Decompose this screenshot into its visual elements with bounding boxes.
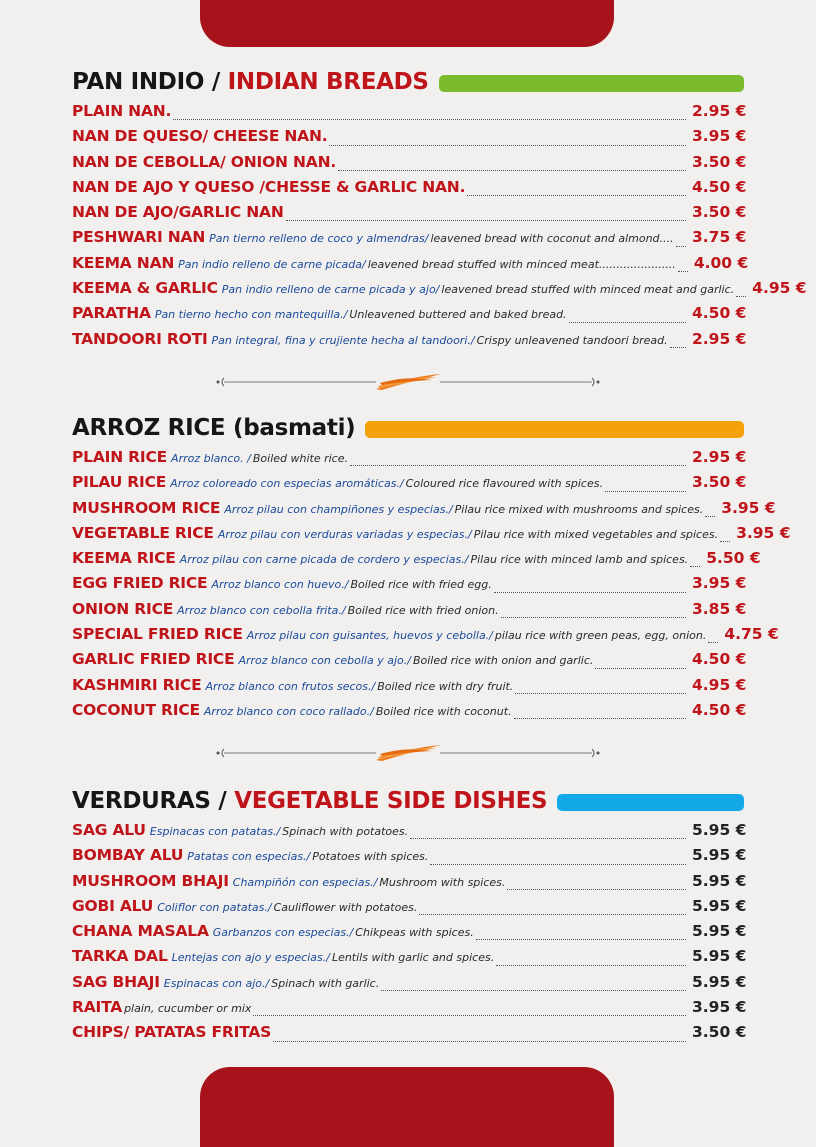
item-desc-es: Arroz blanco con huevo./ xyxy=(211,578,349,592)
item-desc-en: Chikpeas with spices. xyxy=(355,926,474,940)
menu-item xyxy=(72,228,747,253)
menu-item xyxy=(72,279,807,304)
item-name: CHIPS/ PATATAS FRITAS xyxy=(72,1023,272,1042)
menu-list xyxy=(72,448,791,726)
item-price: 3.95 € xyxy=(692,998,747,1017)
item-name: PILAU RICE xyxy=(72,473,167,492)
item-price: 3.50 € xyxy=(692,203,747,222)
dot-leader xyxy=(329,144,686,146)
item-desc-en: leavened bread stuffed with minced meat...................... xyxy=(367,257,676,271)
menu-item xyxy=(72,498,776,524)
item-name: EGG FRIED RICE xyxy=(72,574,208,593)
item-desc-en: Potatoes with spices. xyxy=(312,850,429,864)
section-vegetables xyxy=(72,787,747,1049)
item-desc-en: plain, cucumber or mix xyxy=(124,1002,252,1016)
item-price: 3.95 € xyxy=(692,127,747,146)
item-desc-en: Boiled rice with fried egg. xyxy=(350,578,492,592)
item-desc-en: Pilau rice with minced lamb and spices. xyxy=(470,553,689,567)
item-name: ONION RICE xyxy=(72,599,174,618)
item-price: 4.00 € xyxy=(693,253,749,272)
title-en: VEGETABLE SIDE DISHES xyxy=(234,788,548,814)
item-desc-es: Champiñón con especias./ xyxy=(232,875,378,889)
item-price: 5.95 € xyxy=(692,972,747,991)
color-bar-orange xyxy=(365,421,744,438)
item-price: 3.75 € xyxy=(692,228,747,247)
item-desc-en: Spinach with potatoes. xyxy=(282,825,409,838)
dot-leader xyxy=(419,913,686,915)
menu-item xyxy=(72,675,747,701)
item-price: 3.95 € xyxy=(692,574,747,593)
dot-leader xyxy=(501,616,686,618)
item-price: 3.50 € xyxy=(692,473,747,492)
dot-leader xyxy=(515,692,686,694)
menu-item xyxy=(72,972,747,998)
dot-leader xyxy=(496,964,686,966)
item-name: NAN DE CEBOLLA/ ONION NAN. xyxy=(72,152,337,171)
divider-ornament xyxy=(216,743,600,763)
menu-item xyxy=(72,203,747,228)
menu-item xyxy=(72,871,747,897)
item-desc-es: Garbanzos con especias./ xyxy=(212,926,354,940)
item-name: CHANA MASALA xyxy=(72,922,209,941)
item-desc-es: Pan integral, fina y crujiente hecha al tandoori./ xyxy=(211,333,475,347)
item-desc-en: Lentils with garlic and spices. xyxy=(331,951,495,965)
dot-leader xyxy=(286,219,686,221)
menu-item xyxy=(72,127,747,152)
menu-item xyxy=(72,625,779,650)
item-desc-en: Pilau rice with mixed vegetables and spices. xyxy=(473,527,719,541)
menu-item xyxy=(72,947,747,972)
dot-leader xyxy=(705,515,715,517)
menu-item xyxy=(72,253,749,279)
dot-leader xyxy=(690,565,700,567)
item-name: SPECIAL FRIED RICE xyxy=(72,625,243,644)
item-price: 4.50 € xyxy=(692,700,747,719)
dot-leader xyxy=(678,270,688,272)
item-desc-en: Mushroom with spices. xyxy=(379,875,506,889)
item-name: VEGETABLE RICE xyxy=(72,523,214,542)
menu-item xyxy=(72,599,747,625)
dot-leader xyxy=(253,1014,686,1016)
color-bar-green xyxy=(439,75,744,92)
title-sep: / xyxy=(204,69,228,95)
menu-item xyxy=(72,448,747,473)
item-desc-es: Arroz blanco con frutos secos./ xyxy=(205,679,376,693)
item-name: GARLIC FRIED RICE xyxy=(72,650,235,669)
item-price: 3.95 € xyxy=(721,498,776,517)
item-desc-es: Lentejas con ajo y especias./ xyxy=(171,951,330,965)
item-name: SAG BHAJI xyxy=(72,972,160,991)
item-name: COCONUT RICE xyxy=(72,700,200,719)
item-desc-es: Arroz pilau con carne picada de cordero y especias./ xyxy=(179,553,469,567)
item-name: NAN DE QUESO/ CHEESE NAN. xyxy=(72,127,328,146)
item-name: KASHMIRI RICE xyxy=(72,675,202,694)
item-desc-es: Arroz pilau con guisantes, huevos y cebolla./ xyxy=(246,629,493,643)
item-name: BOMBAY ALU xyxy=(72,846,184,865)
item-price: 2.95 € xyxy=(692,448,747,466)
item-name: RAITA xyxy=(72,998,123,1017)
dot-leader xyxy=(569,321,686,323)
item-desc-en: Pilau rice mixed with mushrooms and spices. xyxy=(454,502,704,516)
item-price: 5.95 € xyxy=(692,821,747,839)
item-desc-es: Arroz pilau con champiñones y especias./ xyxy=(224,502,453,516)
dot-leader xyxy=(410,837,686,839)
item-price: 4.50 € xyxy=(692,650,747,669)
dot-leader xyxy=(595,667,686,669)
menu-item xyxy=(72,650,747,675)
dot-leader xyxy=(494,591,686,593)
item-name: KEEMA NAN xyxy=(72,253,175,272)
item-price: 2.95 € xyxy=(692,102,747,120)
item-desc-en: Crispy unleavened tandoori bread. xyxy=(476,333,668,347)
item-desc-es: Espinacas con patatas./ xyxy=(149,825,281,838)
dot-leader xyxy=(605,490,686,492)
item-desc-es: Pan tierno relleno de coco y almendras/ xyxy=(209,232,429,246)
menu-item xyxy=(72,102,747,127)
section-title-breads xyxy=(72,68,744,96)
dot-leader xyxy=(514,717,686,719)
title-rice: ARROZ RICE (basmati) xyxy=(72,415,356,441)
item-desc-en: leavened bread with coconut and almond.... xyxy=(430,232,674,246)
color-bar-blue xyxy=(557,794,744,811)
item-desc-es: Arroz pilau con verduras variadas y especias./ xyxy=(217,527,472,541)
item-name: TARKA DAL xyxy=(72,947,168,966)
item-name: SAG ALU xyxy=(72,821,146,839)
menu-item xyxy=(72,821,747,846)
dot-leader xyxy=(350,464,686,466)
dot-leader xyxy=(676,245,686,247)
dot-leader xyxy=(173,118,686,120)
item-name: MUSHROOM BHAJI xyxy=(72,871,229,890)
item-name: NAN DE AJO/GARLIC NAN xyxy=(72,203,284,222)
menu-item xyxy=(72,846,747,871)
section-title-rice xyxy=(72,414,744,442)
menu-item xyxy=(72,473,747,498)
menu-item xyxy=(72,574,747,599)
item-price: 5.95 € xyxy=(692,947,747,966)
section-rice xyxy=(72,414,791,726)
dot-leader xyxy=(273,1040,686,1042)
item-name: MUSHROOM RICE xyxy=(72,498,221,517)
item-price: 2.95 € xyxy=(692,329,747,348)
menu-item xyxy=(72,304,747,329)
dot-leader xyxy=(430,863,686,865)
dot-leader xyxy=(381,989,686,991)
item-name: KEEMA RICE xyxy=(72,549,176,568)
item-desc-en: Boiled rice with onion and garlic. xyxy=(412,654,594,668)
item-desc-es: Pan indio relleno de carne picada y ajo/ xyxy=(221,283,440,297)
item-price: 5.95 € xyxy=(692,871,747,890)
item-desc-es: Pan indio relleno de carne picada/ xyxy=(178,257,366,271)
item-name: GOBI ALU xyxy=(72,896,154,915)
title-es: VERDURAS xyxy=(72,788,211,814)
item-desc-en: Coloured rice flavoured with spices. xyxy=(405,477,603,491)
section-breads xyxy=(72,68,807,355)
title-en: INDIAN BREADS xyxy=(227,69,429,95)
item-price: 4.95 € xyxy=(692,675,747,694)
menu-item xyxy=(72,329,747,355)
menu-list xyxy=(72,821,747,1049)
item-desc-es: Arroz blanco. / xyxy=(171,452,251,465)
item-price: 3.85 € xyxy=(692,599,747,618)
item-price: 4.50 € xyxy=(692,304,747,323)
item-desc-es: Arroz blanco con cebolla frita./ xyxy=(177,603,346,617)
item-desc-es: Arroz coloreado con especias aromáticas./ xyxy=(170,477,404,491)
item-desc-en: leavened bread stuffed with minced meat and garlic. xyxy=(441,283,735,297)
menu-item xyxy=(72,523,791,549)
dot-leader xyxy=(736,295,746,297)
item-desc-en: Boiled rice with coconut. xyxy=(375,704,512,718)
item-desc-en: Cauliflower with potatoes. xyxy=(273,900,418,914)
item-desc-en: pilau rice with green peas, egg, onion. xyxy=(494,629,707,643)
menu-item xyxy=(72,549,761,574)
item-name: PARATHA xyxy=(72,304,151,323)
item-desc-en: Boiled rice with fried onion. xyxy=(347,603,499,617)
item-name: PLAIN NAN. xyxy=(72,102,172,120)
item-desc-es: Espinacas con ajo./ xyxy=(163,976,270,990)
item-name: PESHWARI NAN xyxy=(72,228,206,247)
item-name: PLAIN RICE xyxy=(72,448,168,466)
item-desc-es: Coliflor con patatas./ xyxy=(157,900,272,914)
item-price: 3.50 € xyxy=(692,152,747,171)
bottom-decor-tab xyxy=(200,1067,614,1147)
menu-item xyxy=(72,700,747,726)
dot-leader xyxy=(670,346,686,348)
item-price: 4.50 € xyxy=(692,177,747,196)
item-desc-es: Patatas con especias./ xyxy=(187,850,311,864)
dot-leader xyxy=(720,540,730,542)
item-price: 3.50 € xyxy=(692,1023,747,1042)
menu-item xyxy=(72,896,747,922)
title-es: PAN INDIO xyxy=(72,69,205,95)
item-desc-en: Boiled rice with dry fruit. xyxy=(377,679,514,693)
item-desc-es: Arroz blanco con coco rallado./ xyxy=(203,704,374,718)
item-price: 5.50 € xyxy=(706,549,761,568)
item-desc-en: Unleavened buttered and baked bread. xyxy=(349,308,567,322)
menu-item xyxy=(72,152,747,178)
section-title-vegetables xyxy=(72,787,744,815)
item-price: 4.95 € xyxy=(752,279,807,298)
dot-leader xyxy=(507,888,686,890)
item-name: TANDOORI ROTI xyxy=(72,329,208,348)
menu-item xyxy=(72,177,747,203)
menu-item xyxy=(72,922,747,947)
item-price: 4.75 € xyxy=(724,625,779,644)
title-sep: / xyxy=(210,788,235,814)
menu-item xyxy=(72,1023,747,1048)
divider-ornament xyxy=(216,372,600,392)
item-price: 5.95 € xyxy=(692,846,747,865)
dot-leader xyxy=(476,938,686,940)
dot-leader xyxy=(708,641,718,643)
item-name: KEEMA & GARLIC xyxy=(72,279,218,298)
item-desc-en: Spinach with garlic. xyxy=(271,976,380,990)
item-desc-en: Boiled white rice. xyxy=(252,452,348,465)
menu-list xyxy=(72,102,807,355)
item-price: 5.95 € xyxy=(692,922,747,941)
item-name: NAN DE AJO Y QUESO /CHESSE & GARLIC NAN. xyxy=(72,177,466,196)
item-desc-es: Arroz blanco con cebolla y ajo./ xyxy=(238,654,411,668)
item-price: 3.95 € xyxy=(736,523,791,542)
item-price: 5.95 € xyxy=(692,896,747,915)
top-decor-tab xyxy=(200,0,614,47)
item-desc-es: Pan tierno hecho con mantequilla./ xyxy=(154,308,348,322)
menu-item xyxy=(72,998,747,1023)
dot-leader xyxy=(467,194,686,196)
dot-leader xyxy=(338,169,686,171)
